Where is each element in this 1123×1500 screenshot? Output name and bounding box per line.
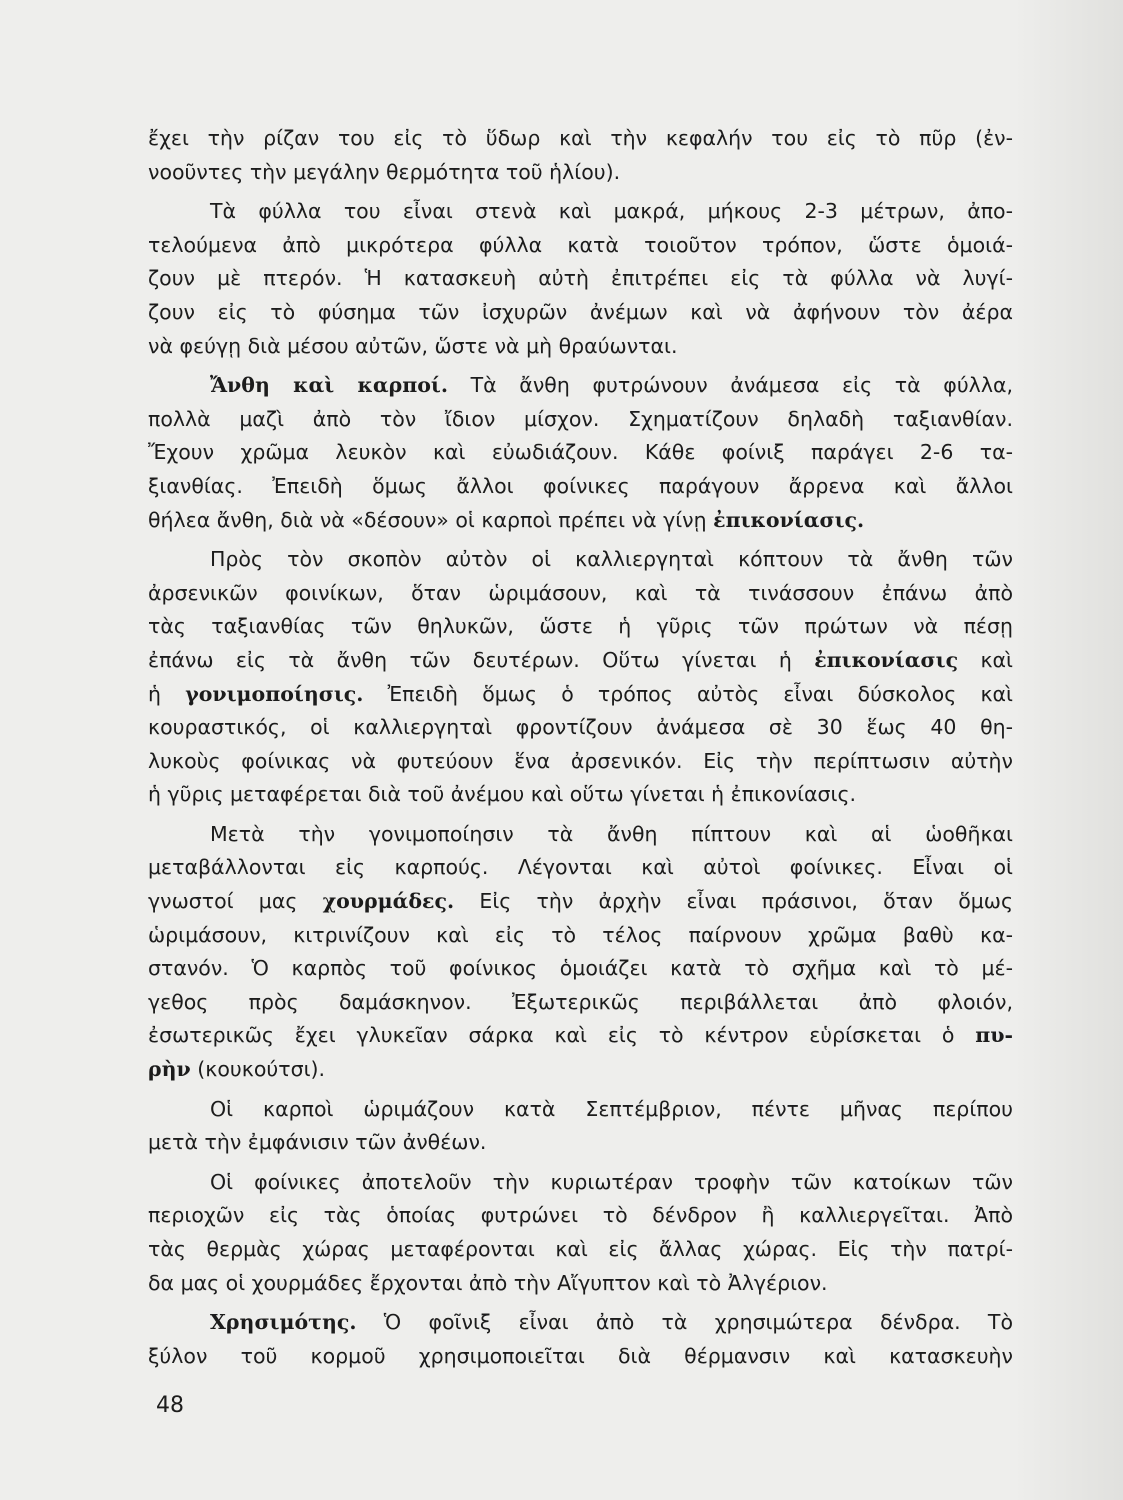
text-span: Ὁ φοῖνιξ εἶναι ἀπὸ τὰ χρησιμώτερα δένδρα. Τὸ — [356, 1310, 1013, 1335]
text-span: ἔχει τὴν ρίζαν του εἰς τὸ ὕδωρ καὶ τὴν κεφαλήν του εἰς τὸ πῦρ (ἐν- — [148, 126, 1013, 150]
page-edge-shadow — [1013, 0, 1123, 1500]
text-line — [148, 330, 1013, 364]
text-line — [148, 986, 1013, 1020]
paragraph — [148, 1306, 1013, 1373]
bold-term: Χρησιμότης. — [210, 1310, 357, 1335]
bold-term: ἐπικονίασις. — [713, 507, 865, 532]
paragraph — [148, 1093, 1013, 1160]
text-span: Οἱ φοίνικες ἀποτελοῦν τὴν κυριωτέραν τροφὴν τῶν κατοίκων τῶν — [210, 1169, 1013, 1194]
text-line — [148, 577, 1013, 611]
page-number: 48 — [156, 1393, 184, 1418]
text-span: ἡ — [148, 681, 186, 706]
bold-term: πυ- — [975, 1023, 1013, 1048]
text-line — [148, 919, 1013, 953]
text-line — [148, 436, 1013, 470]
bold-term: ἐπικονίασις — [814, 647, 959, 672]
text-line — [148, 504, 1013, 538]
text-span: ἡ γῦρις μεταφέρεται διὰ τοῦ ἀνέμου καὶ οὕτω γίνεται ἡ ἐπικονίασις. — [148, 782, 857, 807]
text-line — [148, 296, 1013, 330]
text-span: τὰς ταξιανθίας τῶν θηλυκῶν, ὥστε ἡ γῦρις τῶν πρώτων νὰ πέσῃ — [148, 614, 1013, 639]
text-line — [148, 262, 1013, 296]
bold-term: Ἄνθη καὶ καρποί. — [210, 373, 448, 398]
text-span: γνωστοί μας — [148, 889, 323, 914]
text-span: Οἱ καρποὶ ὡριμάζουν κατὰ Σεπτέμβριον, πέντε μῆνας περίπου — [210, 1096, 1013, 1121]
paragraph — [148, 1166, 1013, 1300]
text-span: λυκοὺς φοίνικας νὰ φυτεύουν ἕνα ἀρσενικόν. Εἰς τὴν περίπτωσιν αὐτὴν — [148, 748, 1013, 773]
text-line — [148, 1306, 1013, 1340]
text-span: μεταβάλλονται εἰς καρπούς. Λέγονται καὶ αὐτοὶ φοίνικες. Εἶναι οἱ — [148, 855, 1013, 880]
text-line — [148, 122, 1013, 156]
text-span: τὰς θερμὰς χώρας μεταφέρονται καὶ εἰς ἄλλας χώρας. Εἰς τὴν πατρί- — [148, 1237, 1013, 1261]
text-line — [148, 1093, 1013, 1127]
text-span: ξύλον τοῦ κορμοῦ χρησιμοποιεῖται διὰ θέρμανσιν καὶ κατασκευὴν — [148, 1343, 1013, 1368]
paragraph — [148, 369, 1013, 537]
text-span: Ἔχουν χρῶμα λευκὸν καὶ εὐωδιάζουν. Κάθε φοίνιξ παράγει 2-6 τα- — [148, 440, 1013, 465]
text-span: μετὰ τὴν ἐμφάνισιν τῶν ἀνθέων. — [148, 1130, 487, 1155]
text-line — [148, 470, 1013, 504]
text-line — [148, 1233, 1013, 1267]
text-span: πολλὰ μαζὶ ἀπὸ τὸν ἴδιον μίσχον. Σχηματίζουν δηλαδὴ ταξιανθίαν. — [148, 406, 1013, 431]
text-span: περιοχῶν εἰς τὰς ὁποίας φυτρώνει τὸ δένδρον ἢ καλλιεργεῖται. Ἀπὸ — [148, 1203, 1013, 1228]
text-span: Τὰ ἄνθη φυτρώνουν ἀνάμεσα εἰς τὰ φύλλα, — [447, 373, 1013, 398]
text-span: ξιανθίας. Ἐπειδὴ ὅμως ἄλλοι φοίνικες παράγουν ἄρρενα καὶ ἄλλοι — [148, 473, 1013, 498]
text-line — [148, 818, 1013, 852]
text-line — [148, 369, 1013, 403]
text-span: (κουκούτσι). — [190, 1057, 326, 1082]
text-span: δα μας οἱ χουρμάδες ἔρχονται ἀπὸ τὴν Αἴγυπτον καὶ τὸ Ἀλγέριον. — [148, 1270, 828, 1295]
text-line — [148, 644, 1013, 678]
text-span: στανόν. Ὁ καρπὸς τοῦ φοίνικος ὁμοιάζει κατὰ τὸ σχῆμα καὶ τὸ μέ- — [148, 956, 1013, 981]
text-span: Τὰ φύλλα του εἶναι στενὰ καὶ μακρά, μήκους 2-3 μέτρων, ἀπο- — [210, 199, 1013, 224]
text-line — [148, 610, 1013, 644]
text-line — [148, 195, 1013, 229]
text-span: γεθος πρὸς δαμάσκηνον. Ἐξωτερικῶς περιβάλλεται ἀπὸ φλοιόν, — [148, 989, 1013, 1014]
text-span: νοοῦντες τὴν μεγάλην θερμότητα τοῦ ἡλίου). — [148, 159, 621, 184]
text-line — [148, 543, 1013, 577]
bold-term: γονιμοποίησις. — [185, 681, 364, 706]
text-span: θήλεα ἄνθη, διὰ νὰ «δέσουν» οἱ καρποὶ πρέπει νὰ γίνῃ — [148, 507, 714, 532]
text-line — [148, 403, 1013, 437]
text-line — [148, 1019, 1013, 1053]
text-line — [148, 1166, 1013, 1200]
paragraph — [148, 818, 1013, 1087]
text-line — [148, 1267, 1013, 1301]
text-line — [148, 745, 1013, 779]
body-text — [148, 122, 1013, 1373]
text-line — [148, 678, 1013, 712]
text-line — [148, 851, 1013, 885]
text-span: ἐπάνω εἰς τὰ ἄνθη τῶν δευτέρων. Οὕτω γίνεται ἡ — [148, 647, 815, 672]
text-span: καὶ — [958, 647, 1013, 672]
text-span: νὰ φεύγῃ διὰ μέσου αὐτῶν, ὥστε νὰ μὴ θραύωνται. — [148, 333, 678, 358]
text-span: ζουν εἰς τὸ φύσημα τῶν ἰσχυρῶν ἀνέμων καὶ νὰ ἀφήνουν τὸν ἀέρα — [148, 299, 1013, 324]
text-line — [148, 885, 1013, 919]
bold-term: ρὴν — [148, 1057, 191, 1082]
text-line — [148, 1126, 1013, 1160]
text-span: ἐσωτερικῶς ἔχει γλυκεῖαν σάρκα καὶ εἰς τὸ κέντρον εὑρίσκεται ὁ — [148, 1023, 976, 1048]
text-line — [148, 156, 1013, 190]
text-line — [148, 1053, 1013, 1087]
text-span: Εἰς τὴν ἀρχὴν εἶναι πράσινοι, ὅταν ὅμως — [454, 889, 1013, 914]
bold-term: χουρμάδες. — [322, 889, 455, 914]
text-span: ὡριμάσουν, κιτρινίζουν καὶ εἰς τὸ τέλος παίρνουν χρῶμα βαθὺ κα- — [148, 922, 1013, 947]
text-span: ζουν μὲ πτερόν. Ἡ κατασκευὴ αὐτὴ ἐπιτρέπει εἰς τὰ φύλλα νὰ λυγί- — [148, 266, 1013, 291]
text-line — [148, 1199, 1013, 1233]
text-line — [148, 778, 1013, 812]
text-line — [148, 711, 1013, 745]
text-span: Μετὰ τὴν γονιμοποίησιν τὰ ἄνθη πίπτουν καὶ αἱ ὡοθῆκαι — [210, 821, 1013, 846]
text-line — [148, 952, 1013, 986]
text-span: τελούμενα ἀπὸ μικρότερα φύλλα κατὰ τοιοῦτον τρόπον, ὥστε ὁμοιά- — [148, 232, 1013, 257]
text-span: ἀρσενικῶν φοινίκων, ὅταν ὡριμάσουν, καὶ τὰ τινάσσουν ἐπάνω ἀπὸ — [148, 580, 1013, 605]
paragraph — [148, 195, 1013, 363]
paragraph — [148, 122, 1013, 189]
text-span: κουραστικός, οἱ καλλιεργηταὶ φροντίζουν ἀνάμεσα σὲ 30 ἕως 40 θη- — [148, 715, 1013, 740]
text-line — [148, 229, 1013, 263]
text-span: Ἐπειδὴ ὅμως ὁ τρόπος αὐτὸς εἶναι δύσκολος καὶ — [363, 681, 1013, 706]
paragraph — [148, 543, 1013, 812]
text-span: Πρὸς τὸν σκοπὸν αὐτὸν οἱ καλλιεργηταὶ κόπτουν τὰ ἄνθη τῶν — [210, 547, 1013, 572]
text-line — [148, 1340, 1013, 1374]
